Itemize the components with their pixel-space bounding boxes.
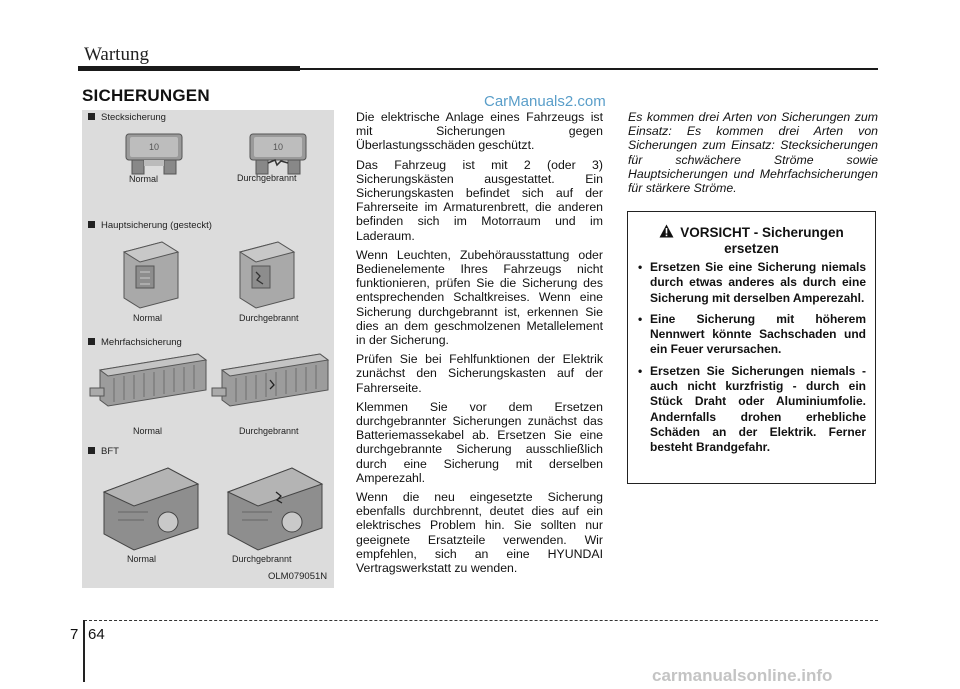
watermark-top: CarManuals2.com: [484, 93, 606, 110]
figure-heading-blade-fuse: Stecksicherung: [88, 112, 166, 123]
footer-vertical-rule: [83, 620, 85, 682]
caution-item: • Ersetzen Sie Sicherungen niemals - auch nicht kurzfristig - durch ein Stück Draht oder Aluminiumfolie. Andernfalls drohen erhebliche Schäden an der Elektrik. Ferner besteht Brandgefahr.: [638, 364, 866, 456]
intro-text-column: [628, 110, 878, 200]
label-blown: Durchgebrannt: [237, 173, 297, 183]
blade-fuse-blown-image: [248, 130, 308, 176]
warning-triangle-icon: [659, 224, 674, 238]
chapter-number: 7: [70, 626, 79, 643]
figure-code: OLM079051N: [268, 571, 328, 582]
bft-fuse-normal-image: [98, 462, 202, 552]
running-header-title: Wartung: [84, 44, 149, 65]
fuse-types-intro: Es kommen drei Arten von Sicherungen zum Einsatz: Es kommen drei Arten von Sicherungen zum Einsatz: Stecksicherungen für schwächere Ströme sowie Hauptsicherungen und Mehrfachsicherungen für stärkere Ströme.: [628, 110, 878, 196]
label-blown: Durchgebrannt: [232, 554, 292, 564]
main-text-column: [356, 110, 603, 580]
bft-fuse-blown-image: [222, 462, 326, 552]
caution-item: • Ersetzen Sie eine Sicherung niemals durch etwas anderes als durch eine Sicherung mit derselben Amperezahl.: [638, 260, 866, 306]
label-blown: Durchgebrannt: [239, 426, 299, 436]
figure-heading-cartridge-fuse: Hauptsicherung (gesteckt): [88, 220, 212, 231]
blade-fuse-normal-image: [124, 130, 184, 176]
paragraph: Wenn die neu eingesetzte Sicherung ebenfalls durchbrennt, deutet dies auf ein elektrisches Problem hin. Sie sollten nur geeignete Ersatzteile verwenden. Wir empfehlen, sich an eine HYUNDAI Vertragswerkstatt zu wenden.: [356, 490, 603, 576]
paragraph: Wenn Leuchten, Zubehörausstattung oder Bedienelemente Ihres Fahrzeugs nicht funktionieren, prüfen Sie die Sicherung des entsprechenden Schaltkreises. Wenn eine Sicherung durchgebrannt ist, erkennen Sie dies an dem geschmolzenen Metallelement in der Sicherung.: [356, 247, 603, 348]
figure-heading-multi-fuse: Mehrfachsicherung: [88, 337, 182, 348]
multi-fuse-normal-image: [88, 350, 208, 414]
section-title: SICHERUNGEN: [82, 86, 210, 105]
cartridge-fuse-blown-image: [234, 238, 298, 310]
fuse-types-figure: [82, 110, 334, 588]
multi-fuse-blown-image: [210, 350, 330, 414]
caution-title: VORSICHT - Sicherungen ersetzen: [628, 224, 875, 257]
page-number: 64: [88, 626, 105, 643]
fuse-rating-mark: 10: [148, 142, 160, 152]
label-blown: Durchgebrannt: [239, 313, 299, 323]
paragraph: Das Fahrzeug ist mit 2 (oder 3) Sicherungskästen ausgestattet. Ein Sicherungskasten befindet sich auf der Fahrerseite im Armaturenbrett, die anderen befinden sich im Motorraum und im Laderaum.: [356, 157, 603, 243]
paragraph: Klemmen Sie vor dem Ersetzen durchgebrannter Sicherungen zunächst das Batteriemassekabel ab. Ersetzen Sie eine durchgebrannte Sicherung ausschließlich durch eine Sicherung mit derselben Amperezahl.: [356, 399, 603, 485]
paragraph: Prüfen Sie bei Fehlfunktionen der Elektrik zunächst den Sicherungskasten auf der Fahrerseite.: [356, 352, 603, 395]
footer-dashed-rule: [84, 620, 878, 621]
label-normal: Normal: [133, 313, 163, 323]
cartridge-fuse-normal-image: [118, 238, 182, 310]
caution-box: [627, 211, 876, 484]
caution-item: • Eine Sicherung mit höherem Nennwert könnte Sachschaden und ein Feuer verursachen.: [638, 312, 866, 358]
watermark-bottom: carmanualsonline.info: [652, 666, 833, 685]
header-rule-thick: [78, 66, 300, 71]
header-rule-thin: [300, 68, 878, 70]
fuse-rating-mark: 10: [272, 142, 284, 152]
figure-heading-bft: BFT: [88, 446, 119, 457]
paragraph: Die elektrische Anlage eines Fahrzeugs ist mit Sicherungen gegen Überlastungsschäden geschützt.: [356, 110, 603, 153]
label-normal: Normal: [129, 174, 159, 184]
label-normal: Normal: [127, 554, 157, 564]
label-normal: Normal: [133, 426, 163, 436]
caution-list: [638, 260, 866, 462]
